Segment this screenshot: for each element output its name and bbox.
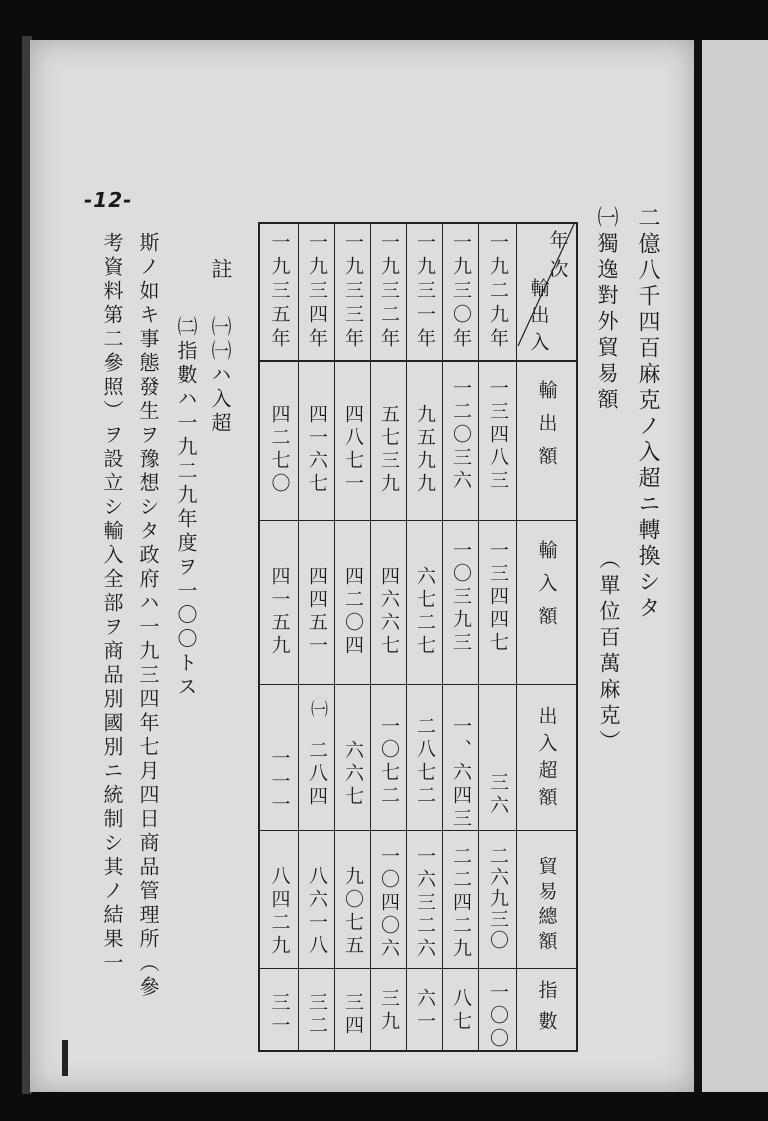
note-1: ㈠㈠ハ入超 xyxy=(208,316,232,436)
row-1934-balance-mark: ㈠ xyxy=(307,700,327,721)
row-1932-balance: 一〇七二 xyxy=(378,716,400,808)
row-1934-total: 八六一八 xyxy=(306,866,328,958)
header-total: 貿易總額 xyxy=(535,856,558,956)
page-title: 二億八千四百麻克ノ入超ニ轉換シタ xyxy=(635,206,660,622)
row-1929-balance: 三六 xyxy=(487,772,509,818)
body-line-2: 考資料第二參照）ヲ設立シ輸入全部ヲ商品別國別ニ統制シ其ノ結果一 xyxy=(100,232,124,976)
header-index: 指數 xyxy=(535,980,558,1042)
row-1932-year: 一九三二年 xyxy=(378,232,400,352)
row-1935-index: 三一 xyxy=(268,992,291,1038)
row-1931-year: 一九三一年 xyxy=(414,232,436,352)
body-line-1: 斯ノ如キ事態發生ヲ豫想シタ政府ハ一九三四年七月四日商品管理所（參 xyxy=(136,232,160,1000)
row-1933-balance: 六六七 xyxy=(342,740,364,809)
row-1932-total: 一〇四〇六 xyxy=(378,846,400,961)
row-1930-year: 一九三〇年 xyxy=(450,232,472,352)
row-1933-total: 九〇七五 xyxy=(342,866,364,958)
row-1930-balance: 一、六四三 xyxy=(450,716,472,831)
row-1933-export: 四八七一 xyxy=(342,404,364,496)
row-1930-export: 一二〇三六 xyxy=(450,378,472,493)
note-2: ㈡指數ハ一九二九年度ヲ一〇〇トス xyxy=(174,316,198,700)
row-1929-export: 一三四八三 xyxy=(487,378,509,493)
row-1932-index: 三九 xyxy=(378,988,400,1034)
row-1935-import: 四一五九 xyxy=(268,566,291,658)
row-1933-import: 四二〇四 xyxy=(342,566,364,658)
header-export: 輸出額 xyxy=(535,380,558,479)
row-1935-total: 八四二九 xyxy=(268,866,291,958)
corner-header-trade: 輸出入 xyxy=(527,278,550,359)
adjacent-page-strip xyxy=(702,40,768,1092)
row-1929-total: 二六九三〇 xyxy=(487,846,509,951)
row-1934-export: 四一六七 xyxy=(306,404,328,496)
row-1930-index: 八七 xyxy=(450,988,472,1034)
row-1931-index: 六一 xyxy=(414,988,436,1034)
page-gutter-shadow xyxy=(694,40,702,1092)
row-1933-index: 三四 xyxy=(342,992,364,1038)
row-1935-balance: 一一一 xyxy=(268,748,291,817)
row-1931-export: 九五九九 xyxy=(414,404,436,496)
row-1930-total: 二二四二九 xyxy=(450,846,472,961)
notes-label: 註 xyxy=(209,258,233,279)
row-1934-import: 四四五一 xyxy=(306,566,328,658)
row-1929-index: 一〇〇 xyxy=(487,982,509,1051)
corner-header-year: 年次 xyxy=(546,230,569,288)
page-number: -12- xyxy=(84,188,133,212)
row-1934-year: 一九三四年 xyxy=(306,232,328,352)
row-1930-import: 一〇三九三 xyxy=(450,540,472,655)
row-1932-export: 五七三九 xyxy=(378,404,400,496)
bottom-mark xyxy=(62,1040,68,1076)
table-subtitle: ㈠獨逸對外貿易額 xyxy=(595,206,619,414)
row-1935-export: 四二七〇 xyxy=(268,404,291,496)
unit-note: （單位百萬麻克） xyxy=(597,548,621,756)
row-1929-year: 一九二九年 xyxy=(487,232,509,352)
row-1932-import: 四六六七 xyxy=(378,566,400,658)
row-1931-import: 六七二七 xyxy=(414,566,436,658)
row-1931-balance: 二八七二 xyxy=(414,716,436,808)
row-1929-import: 一三四四七 xyxy=(487,540,509,655)
row-1935-year: 一九三五年 xyxy=(268,232,291,352)
header-balance: 出入超額 xyxy=(535,706,558,814)
row-1933-year: 一九三三年 xyxy=(342,232,364,352)
row-1934-balance: 二八四 xyxy=(306,740,328,809)
row-1931-total: 一六三二六 xyxy=(414,846,436,961)
header-import: 輸入額 xyxy=(535,540,558,639)
row-1934-index: 三二 xyxy=(306,992,328,1038)
